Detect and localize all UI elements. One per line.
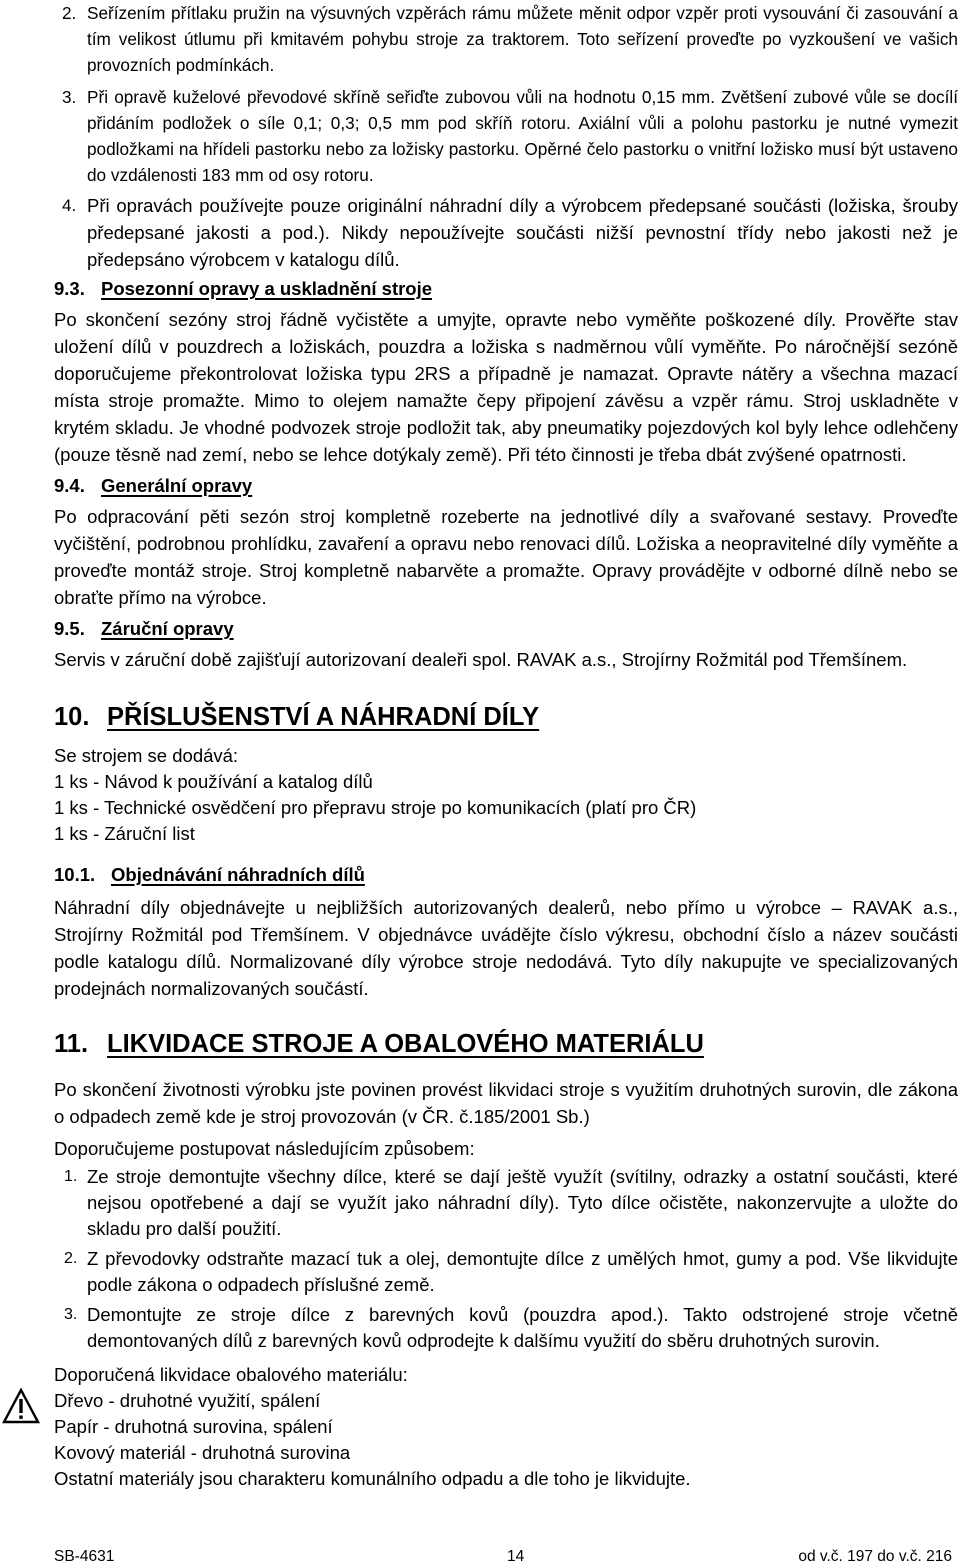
item-number: 2. (64, 1250, 78, 1267)
item-text: Při opravách používejte pouze originální náhradní díly a výrobcem předepsané součásti (ložiska, šrouby předepsané jakosti a pod.). Nikdy nepoužívejte součásti nižší pevnostní třídy nebo jakosti než je předepsáno výrobcem v katalogu dílů. (87, 195, 958, 270)
document-code: SB-4631 (54, 1548, 115, 1565)
maintenance-list (54, 0, 958, 188)
packaging-line: Ostatní materiály jsou charakteru komunálního odpadu a dle toho je likvidujte. (54, 1468, 691, 1489)
section-number: 10.1. (54, 864, 96, 885)
section-title: Objednávání náhradních dílů (111, 864, 365, 885)
supplied-line: Se strojem se dodává: (54, 745, 239, 766)
supplied-line: 1 ks - Záruční list (54, 823, 195, 844)
chapter-heading-10 (54, 699, 958, 735)
supplied-line: 1 ks - Technické osvědčení pro přepravu stroje po komunikacích (platí pro ČR) (54, 797, 697, 818)
list-item (54, 0, 958, 78)
list-item (54, 1302, 958, 1354)
chapter-title: LIKVIDACE STROJE A OBALOVÉHO MATERIÁLU (107, 1030, 704, 1058)
list-item (54, 1164, 958, 1242)
section-heading-9-3 (54, 275, 958, 302)
item-number: 3. (62, 87, 77, 107)
section-text-10-1: Náhradní díly objednávejte u nejbližších autorizovaných dealerů, nebo přímo u výrobce – RAVAK a.s., Strojírny Rožmitál pod Třemšínem. V objednávce uvádějte číslo výkresu, obchodní číslo a název součásti podle katalogu dílů. Normalizované díly výrobce stroje nedodává. Tyto díly nakupujte ve specializovaných prodejnách normalizovaných součástí. (54, 897, 958, 999)
item-text: Seřízením přítlaku pružin na výsuvných vzpěrách rámu můžete měnit odpor vzpěr proti vysouvání či zasouvání a tím velikost útlumu při kmitavém pohybu stroje za traktorem. Toto seřízení proveďte po vyzkoušení ve vašich provozních podmínkách. (87, 3, 958, 75)
item-number: 4. (62, 196, 77, 215)
item-text: Demontujte ze stroje dílce z barevných kovů (pouzdra apod.). Takto odstrojené stroje včetně demontovaných dílů z barevných kovů odprodejte k dalšímu využití do sběru druhotných surovin. (87, 1304, 958, 1351)
item-text: Při opravě kuželové převodové skříně seřiďte zubovou vůli na hodnotu 0,15 mm. Zvětšení zubové vůle se docílí přidáním podložek o síle 0,1; 0,3; 0,5 mm pod skříň rotoru. Axiální vůli a polohu pastorku je nutné vymezit podložkami na hřídeli pastorku nebo za ložisky pastorku. Opěrné čelo pastorku o vnitřní ložisko musí být ustaveno do vzdálenosti 183 mm od osy rotoru. (87, 87, 958, 185)
list-item (54, 84, 958, 188)
chapter-heading-11 (54, 1026, 958, 1062)
disposal-intro: Po skončení životnosti výrobku jste povinen provést likvidaci stroje s využitím druhotných surovin, dle zákona o odpadech země kde je stroj provozován (v ČR. č.185/2001 Sb.) (54, 1079, 958, 1127)
packaging-line: Doporučená likvidace obalového materiálu: (54, 1364, 408, 1385)
disposal-recommend: Doporučujeme postupovat následujícím způsobem: (54, 1138, 475, 1159)
packaging-disposal (54, 1362, 958, 1492)
section-text-9-3: Po skončení sezóny stroj řádně vyčistěte a umyjte, opravte nebo vyměňte poškozené díly. Prověřte stav uložení dílů v pouzdrech a ložiskách, pouzdra a ložiska s nadměrnou vůlí vyměňte. Po náročnější sezóně doporučujeme překontrolovat ložiska typu 2RS a případně je namazat. Opravte nátěry a všechna mazací místa stroje promažte. Mimo to olejem namažte čepy připojení závěsu a vzpěr rámu. Stroj uskladněte v krytém skladu. Je vhodné podvozek stroje podložit tak, aby pneumatiky pojezdových kol byly lehce odlehčeny (pouze těsně nad zemí, nebo se lehce dotýkaly země). Při této činnosti je třeba dbát zvýšené opatrnosti. (54, 309, 958, 465)
section-text-9-4: Po odpracování pěti sezón stroj kompletně rozeberte na jednotlivé díly a svařované sestavy. Proveďte vyčištění, podrobnou prohlídku, zavaření a opravu nebo renovaci dílů. Ložiska a neopravitelné díly vyměňte a proveďte montáž stroje. Stroj kompletně nabarvěte a promažte. Opravy provádějte v odborné dílně nebo se obraťte přímo na výrobce. (54, 506, 958, 608)
list-item (54, 192, 958, 273)
chapter-number: 11. (54, 1030, 89, 1058)
chapter-title: PŘÍSLUŠENSTVÍ A NÁHRADNÍ DÍLY (107, 703, 540, 731)
list-item (54, 1246, 958, 1298)
item-number: 2. (62, 3, 77, 23)
section-number: 9.5. (54, 618, 85, 639)
chapter-number: 10. (54, 703, 90, 731)
page-number: 14 (507, 1548, 525, 1565)
supplied-items (54, 743, 958, 847)
packaging-line: Dřevo - druhotné využití, spálení (54, 1390, 321, 1411)
serial-range: od v.č. 197 do v.č. 216 (798, 1548, 952, 1565)
section-text-9-5: Servis v záruční době zajišťují autorizovaní dealeři spol. RAVAK a.s., Strojírny Rožmitál pod Třemšínem. (54, 649, 908, 670)
packaging-line: Kovový materiál - druhotná surovina (54, 1442, 351, 1463)
item-number: 3. (64, 1306, 78, 1323)
supplied-line: 1 ks - Návod k používání a katalog dílů (54, 771, 373, 792)
section-heading-10-1 (54, 861, 958, 888)
item-number: 1. (64, 1168, 78, 1185)
section-title: Záruční opravy (101, 618, 234, 639)
warning-triangle-icon (2, 1388, 40, 1424)
item-text: Z převodovky odstraňte mazací tuk a olej, demontujte dílce z umělých hmot, gumy a pod. Vše likvidujte podle zákona o odpadech příslušné země. (87, 1248, 958, 1295)
document-page (54, 0, 958, 1568)
section-heading-9-5 (54, 615, 958, 642)
section-number: 9.3. (54, 278, 85, 299)
section-title: Posezonní opravy a uskladnění stroje (101, 278, 433, 299)
section-number: 9.4. (54, 475, 85, 496)
packaging-line: Papír - druhotná surovina, spálení (54, 1416, 333, 1437)
item-text: Ze stroje demontujte všechny dílce, které se dají ještě využít (svítilny, odrazky a ostatní součásti, které nejsou opotřebené a dají se využít jako náhradní díly). Tyto dílce očistěte, nakonzervujte a uložte do skladu pro další použití. (87, 1166, 958, 1239)
disposal-steps (54, 1164, 958, 1354)
section-title: Generální opravy (101, 475, 253, 496)
section-heading-9-4 (54, 472, 958, 499)
